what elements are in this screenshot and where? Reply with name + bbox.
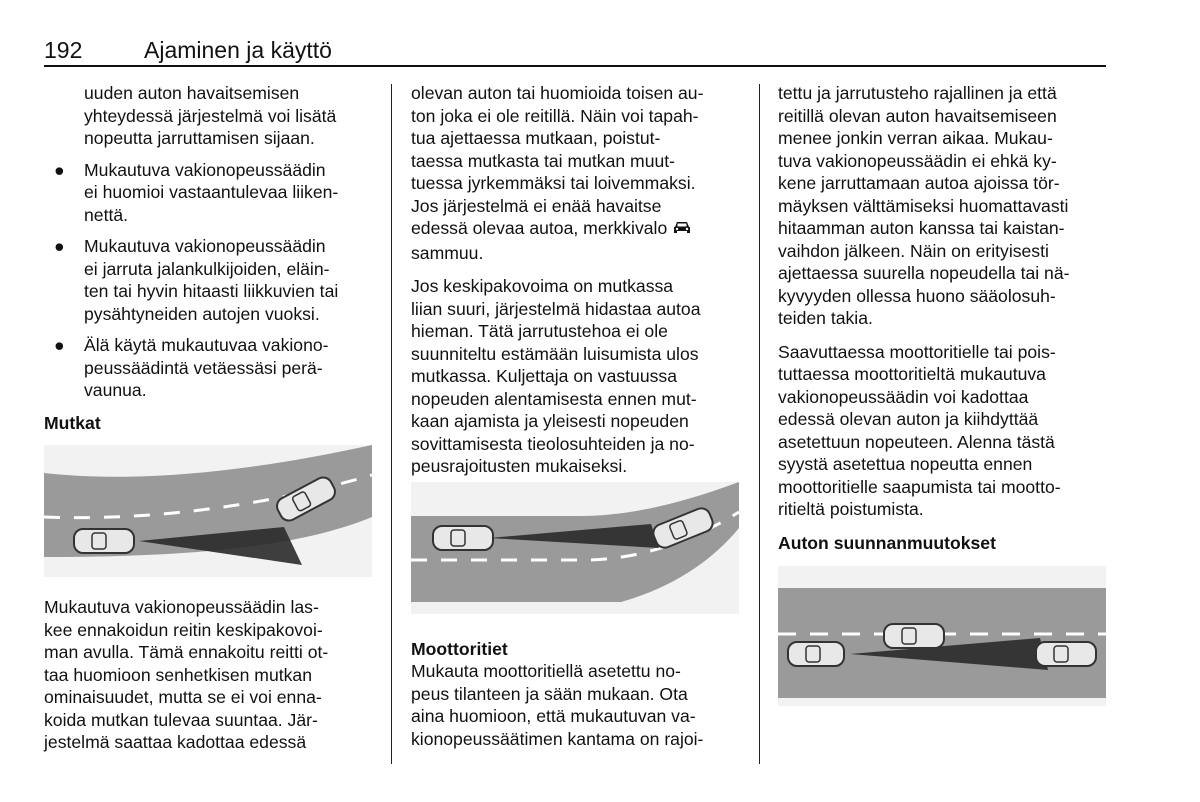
column-1-lower (44, 596, 379, 754)
text-line: Mukautuva vakionopeussäädin (84, 236, 326, 256)
paragraph (778, 82, 1108, 330)
bullet-dot: ● (54, 335, 65, 355)
text-line: nettä. (84, 204, 129, 225)
page-number: 192 (44, 37, 83, 63)
car-icon (884, 624, 944, 648)
text-line: Saavuttaessa moottoritielle tai pois- (778, 341, 1056, 362)
paragraph (778, 341, 1108, 521)
text-line: ton joka ei ole reitillä. Näin voi tapah- (411, 105, 699, 126)
text-line: edessä olevan auton ja kiihdyttää (778, 409, 1039, 429)
text-line: man avulla. Tämä ennakoitu reitti ot- (44, 642, 329, 662)
text-line: menee jonkin verran aikaa. Mukau- (778, 128, 1053, 148)
curve-illustration (44, 445, 372, 577)
section-heading: Mutkat (44, 413, 101, 433)
car-icon (788, 642, 844, 666)
text-line: uuden auton havaitsemisen (84, 83, 300, 103)
text-line: vakionopeussäädin voi kadottaa (778, 386, 1029, 407)
text-line: suunniteltu estämään luisumista ulos (411, 343, 699, 364)
bullet-item (44, 235, 379, 325)
text-line: Jos järjestelmä ei enää havaitse (411, 195, 662, 216)
column-1 (44, 82, 379, 402)
text-line: pysähtyneiden autojen vuoksi. (84, 303, 320, 324)
text-line: tua ajettaessa mutkaan, poistut- (411, 128, 661, 148)
text-line: taessa mutkasta tai mutkan muut- (411, 150, 676, 171)
text-line: Älä käytä mukautuvaa vakiono- (84, 335, 329, 355)
text-line: ajettaessa suurella nopeudella tai nä- (778, 263, 1070, 283)
text-line: kene jarruttamaan autoa ajoissa tör- (778, 173, 1060, 193)
section-heading: Auton suunnanmuutokset (778, 533, 996, 553)
text-line: sovittamisesta tieolosuhteiden ja no- (411, 433, 695, 454)
column-3 (778, 82, 1108, 521)
bullet-dot: ● (54, 159, 65, 180)
text-line: peusrajoitusten mukaiseksi. (411, 456, 628, 476)
text-line: tuva vakionopeussäädin ei ehkä ky- (778, 150, 1057, 171)
header-rule (44, 65, 1106, 67)
text-line: edessä olevaa autoa, merkkivalo (411, 218, 668, 238)
text-line: peussäädintä vetäessäsi perä- (84, 357, 323, 378)
text-line: tettu ja jarrutusteho rajallinen ja että (778, 83, 1057, 103)
text-line: kee ennakoidun reitin keskipakovoi- (44, 619, 323, 640)
text-line: kionopeussäätimen kantama on rajoi- (411, 728, 704, 749)
text-line: vaihdon jälkeen. Näin on erityisesti (778, 240, 1049, 261)
paragraph (411, 82, 751, 264)
text-line: taa huomioon senhetkisen mutkan (44, 664, 312, 685)
bullet-item (44, 159, 379, 227)
text-line: olevan auton tai huomioida toisen au- (411, 83, 704, 103)
paragraph (44, 82, 379, 150)
curve-exit-illustration (411, 482, 739, 614)
section-title: Ajaminen ja käyttö (144, 37, 332, 63)
text-line: ominaisuudet, mutta se ei voi enna- (44, 687, 322, 707)
text-line: nopeuden alentamisesta ennen mut- (411, 388, 697, 409)
vehicle-ahead-indicator-icon (672, 219, 692, 242)
text-line: ten tai hyvin hitaasti liikkuvien tai (84, 281, 339, 301)
section-heading: Moottoritiet (411, 639, 508, 659)
text-line: asetettuun nopeuteen. Alenna tästä (778, 431, 1055, 452)
paragraph (411, 660, 751, 750)
text-line: sammuu. (411, 242, 484, 263)
text-line: peus tilanteen ja sään mukaan. Ota (411, 683, 688, 704)
text-line: teiden takia. (778, 308, 873, 328)
car-icon (74, 529, 134, 553)
text-line: mäyksen välttämiseksi huomattavasti (778, 195, 1069, 216)
column-divider (391, 84, 392, 764)
paragraph (411, 275, 751, 478)
text-line: yhteydessä järjestelmä voi lisätä (84, 105, 337, 126)
text-line: reitillä olevan auton havaitsemiseen (778, 105, 1057, 126)
text-line: tuttaessa moottoritieltä mukautuva (778, 364, 1046, 384)
text-line: nopeutta jarruttamisen sijaan. (84, 128, 315, 148)
text-line: hieman. Tätä jarrutustehoa ei ole (411, 321, 668, 341)
text-line: ritieltä poistumista. (778, 499, 924, 519)
text-line: aina huomioon, että mukautuvan va- (411, 706, 696, 726)
text-line: ei huomioi vastaantulevaa liiken- (84, 182, 339, 202)
car-icon (433, 526, 493, 550)
text-line: moottoritielle saapumista tai mootto- (778, 476, 1061, 497)
text-line: tuessa jyrkemmäksi tai loivemmaksi. (411, 173, 696, 193)
text-line: mutkassa. Kuljettaja on vastuussa (411, 366, 678, 386)
text-line: syystä asetettua nopeutta ennen (778, 454, 1033, 474)
text-line: kyvyyden ollessa huono sääolosuh- (778, 285, 1056, 306)
column-divider (759, 84, 760, 764)
text-line: Mukauta moottoritiellä asetettu no- (411, 661, 681, 681)
text-line: liian suuri, järjestelmä hidastaa autoa (411, 298, 701, 319)
lane-change-illustration (778, 566, 1106, 706)
text-line: jestelmä saattaa kadottaa edessä (44, 732, 307, 752)
text-line: koida mutkan tulevaa suuntaa. Jär- (44, 709, 318, 730)
bullet-item (44, 334, 379, 402)
text-line: Mukautuva vakionopeussäädin (84, 159, 326, 180)
text-line: kaan ajamista ja yleisesti nopeuden (411, 411, 689, 431)
text-line: Mukautuva vakionopeussäädin las- (44, 597, 319, 617)
text-line: hitaamman auton kanssa tai kaistan- (778, 218, 1065, 238)
text-line: Jos keskipakovoima on mutkassa (411, 276, 674, 296)
column-2 (411, 82, 751, 478)
bullet-dot: ● (54, 236, 65, 256)
text-line: ei jarruta jalankulkijoiden, eläin- (84, 258, 330, 279)
paragraph (44, 596, 379, 754)
car-icon (1036, 642, 1096, 666)
column-2-lower (411, 660, 751, 750)
text-line: vaunua. (84, 380, 147, 400)
